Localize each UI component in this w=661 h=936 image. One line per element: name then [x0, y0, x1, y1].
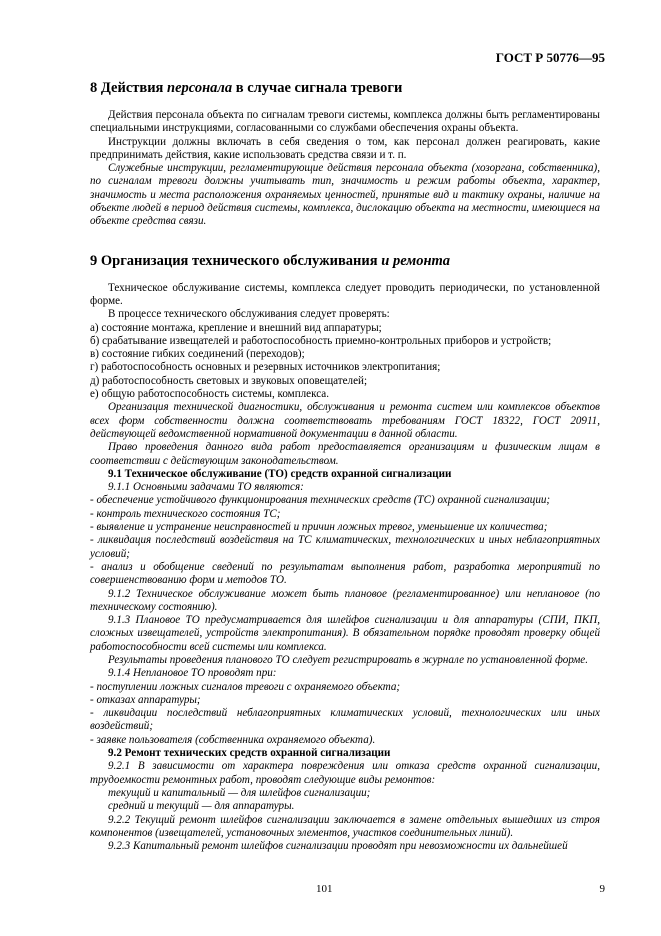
clause: 9.2.2 Текущий ремонт шлейфов сигнализации заключается в замене отдельных вышедших из строя компонентов (извещателей, установочных элементов, участков соединительных линий).: [90, 813, 600, 839]
standard-header: ГОСТ Р 50776—95: [495, 50, 605, 65]
page-number-right: 9: [599, 883, 605, 895]
list-item: - заявке пользователя (собственника охраняемого объекта).: [90, 733, 376, 746]
paragraph-italic: Служебные инструкции, регламентирующие действия персонала объекта (хозоргана, собственника), по сигналам тревоги должны учитывать тип, значимость и режим работы объекта, характер, значимость и места расположения охраняемых ценностей, принятые вид и тактику охраны, наличие на объекте людей в период действия системы, комплекса, дислокацию объекта на местности, имеющиеся на объекте средства связи.: [90, 162, 600, 228]
list-item: - анализ и обобщение сведений по результатам выполнения работ, разработка мероприятий по совершенствованию форм и методов ТО.: [90, 560, 600, 587]
paragraph: Инструкции должны включать в себя сведения о том, как персонал должен реагировать, какие предпринимать действия, какие использовать средства связи и т. п.: [90, 135, 600, 161]
section-9-title: 9 Организация технического обслуживания и ремонта: [90, 252, 451, 269]
list-item: - отказах аппаратуры;: [90, 693, 201, 706]
list-item: б) срабатывание извещателей и работоспособность приемно-контрольных приборов и устройств;: [90, 334, 552, 347]
clause: текущий и капитальный — для шлейфов сигнализации;: [108, 786, 371, 799]
paragraph-italic: Организация технической диагностики, обслуживания и ремонта систем или комплексов объектов всех форм собственности должна соответствовать требованиям ГОСТ 18322, ГОСТ 20911, действующей ведомственной нормативной документации в данной области.: [90, 401, 600, 440]
list-item: - ликвидация последствий воздействия на ТС климатических, технологических и иных неблагоприятных условий;: [90, 534, 600, 560]
subsection-title: 9.2 Ремонт технических средств охранной сигнализации: [108, 747, 391, 760]
clause: 9.1.2 Техническое обслуживание может быть плановое (регламентированное) или неплановое (по техническому состоянию).: [90, 587, 600, 613]
clause: 9.1.3 Плановое ТО предусматривается для шлейфов сигнализации и для аппаратуры (СПИ, ПКП, сложных извещателей, устройств электропитания). В обязательном порядке проводят проверку общей работоспособности всей системы или комплекса.: [90, 614, 600, 653]
list-item: - ликвидации последствий неблагоприятных климатических условий, технологических или иных воздействий;: [90, 707, 600, 733]
paragraph: В процессе технического обслуживания следует проверять:: [108, 308, 390, 321]
clause: 9.2.3 Капитальный ремонт шлейфов сигнализации проводят при невозможности их дальнейшей: [108, 840, 568, 853]
list-item: - поступлении ложных сигналов тревоги с охраняемого объекта;: [90, 680, 401, 693]
list-item: а) состояние монтажа, крепление и внешний вид аппаратуры;: [90, 321, 382, 334]
list-item: - обеспечение устойчивого функционирования технических средств (ТС) охранной сигнализации;: [90, 494, 551, 507]
paragraph: Техническое обслуживание системы, комплекса следует проводить периодически, по установленной форме.: [90, 281, 600, 307]
clause: 9.1.1 Основными задачами ТО являются:: [108, 481, 304, 494]
page-content: [90, 70, 600, 853]
page-number-center: 101: [316, 883, 333, 895]
list-item: д) работоспособность световых и звуковых оповещателей;: [90, 374, 368, 387]
list-item: - выявление и устранение неисправностей и причин ложных тревог, уменьшение их количества;: [90, 521, 548, 534]
list-item: е) общую работоспособность системы, комплекса.: [90, 388, 329, 401]
list-item: - контроль технического состояния ТС;: [90, 507, 281, 520]
subsection-title: 9.1 Техническое обслуживание (ТО) средств охранной сигнализации: [108, 467, 452, 480]
clause: Результаты проведения планового ТО следует регистрировать в журнале по установленной форме.: [108, 653, 589, 666]
list-item: г) работоспособность основных и резервных источников электропитания;: [90, 361, 441, 374]
clause: средний и текущий — для аппаратуры.: [108, 800, 295, 813]
list-item: в) состояние гибких соединений (переходов);: [90, 348, 305, 361]
clause: 9.1.4 Неплановое ТО проводят при:: [108, 667, 277, 680]
paragraph: Действия персонала объекта по сигналам тревоги системы, комплекса должны быть регламентированы специальными инструкциями, согласованными со службами обеспечения охраны объекта.: [90, 109, 600, 135]
clause: 9.2.1 В зависимости от характера повреждения или отказа средств охранной сигнализации, трудоемкости ремонтных работ, проводят следующие виды ремонтов:: [90, 760, 600, 786]
section-8-title: 8 Действия персонала в случае сигнала тревоги: [90, 80, 403, 96]
paragraph-italic: Право проведения данного вида работ предоставляется организациям и физическим лицам в соответствии с действующим законодательством.: [90, 441, 600, 467]
